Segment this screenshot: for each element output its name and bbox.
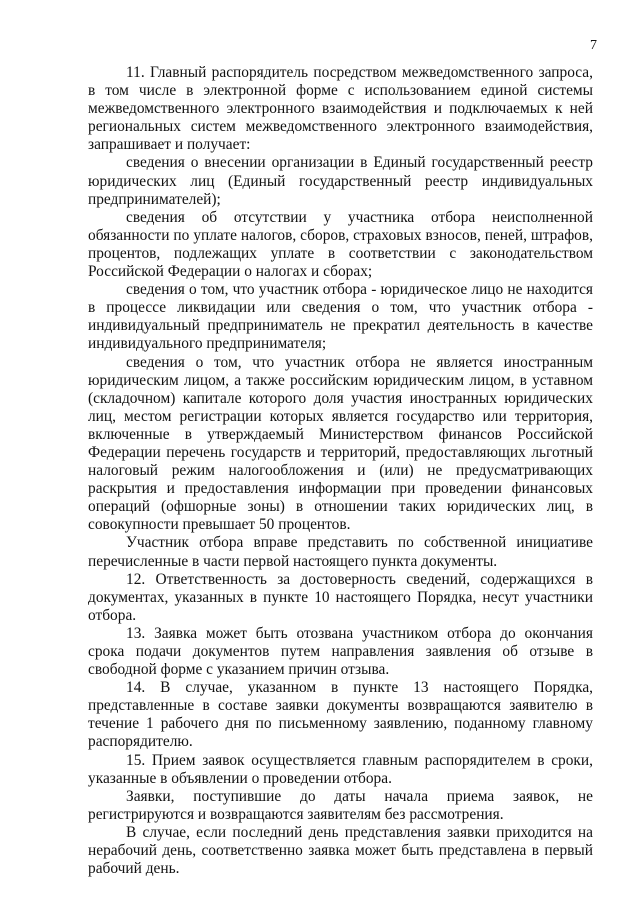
paragraph-11-intro: 11. Главный распорядитель посредством межведомственного запроса, в том числе в электронной форме с использованием единой системы межведомственного электронного взаимодействия и подключаемых к ней региональных систем межведомственного электронного взаимодействия, запрашивает и получает: xyxy=(88,64,593,154)
document-body xyxy=(88,64,593,878)
paragraph-egrul-info: сведения о внесении организации в Единый государственный реестр юридических лиц (Единый государственный реестр индивидуальных предпринимателей); xyxy=(88,154,593,208)
paragraph-own-initiative: Участник отбора вправе представить по собственной инициативе перечисленные в части первой настоящего пункта документы. xyxy=(88,534,593,570)
page-number: 7 xyxy=(590,38,597,53)
paragraph-15: 15. Прием заявок осуществляется главным распорядителем в сроки, указанные в объявлении о проведении отбора. xyxy=(88,751,593,787)
paragraph-non-working-day: В случае, если последний день представления заявки приходится на нерабочий день, соответственно заявка может быть представлена в первый рабочий день. xyxy=(88,823,593,878)
paragraph-13: 13. Заявка может быть отозвана участником отбора до окончания срока подачи документов путем направления заявления об отзыве в свободной форме с указанием причин отзыва. xyxy=(88,624,593,679)
paragraph-early-applications: Заявки, поступившие до даты начала приема заявок, не регистрируются и возвращаются заявителям без рассмотрения. xyxy=(88,787,593,823)
paragraph-tax-debt-info: сведения об отсутствии у участника отбора неисполненной обязанности по уплате налогов, сборов, страховых взносов, пеней, штрафов, процентов, подлежащих уплате в соответствии с законодательством Российской Федерации о налогах и сборах; xyxy=(88,208,593,281)
paragraph-liquidation-info: сведения о том, что участник отбора - юридическое лицо не находится в процессе ликвидации или сведения о том, что участник отбора - индивидуальный предприниматель не прекратил деятельность в качестве индивидуального предпринимателя; xyxy=(88,281,593,353)
paragraph-12: 12. Ответственность за достоверность сведений, содержащихся в документах, указанных в пункте 10 настоящего Порядка, несут участники отбора. xyxy=(88,570,593,624)
paragraph-14: 14. В случае, указанном в пункте 13 настоящего Порядка, представленные в составе заявки документы возвращаются заявителю в течение 1 рабочего дня по письменному заявлению, поданному главному распорядителю. xyxy=(88,679,593,751)
paragraph-foreign-entity-info: сведения о том, что участник отбора не является иностранным юридическим лицом, а также российским юридическим лицом, в уставном (складочном) капитале которого доля участия иностранных юридических лиц, местом регистрации которых является государство или территория, включенные в утверждаемый Министерством финансов Российской Федерации перечень государств и территорий, предоставляющих льготный налоговый режим налогообложения и (или) не предусматривающих раскрытия и предоставления информации при проведении финансовых операций (офшорные зоны) в отношении таких юридических лиц, в совокупности превышает 50 процентов. xyxy=(88,353,593,534)
